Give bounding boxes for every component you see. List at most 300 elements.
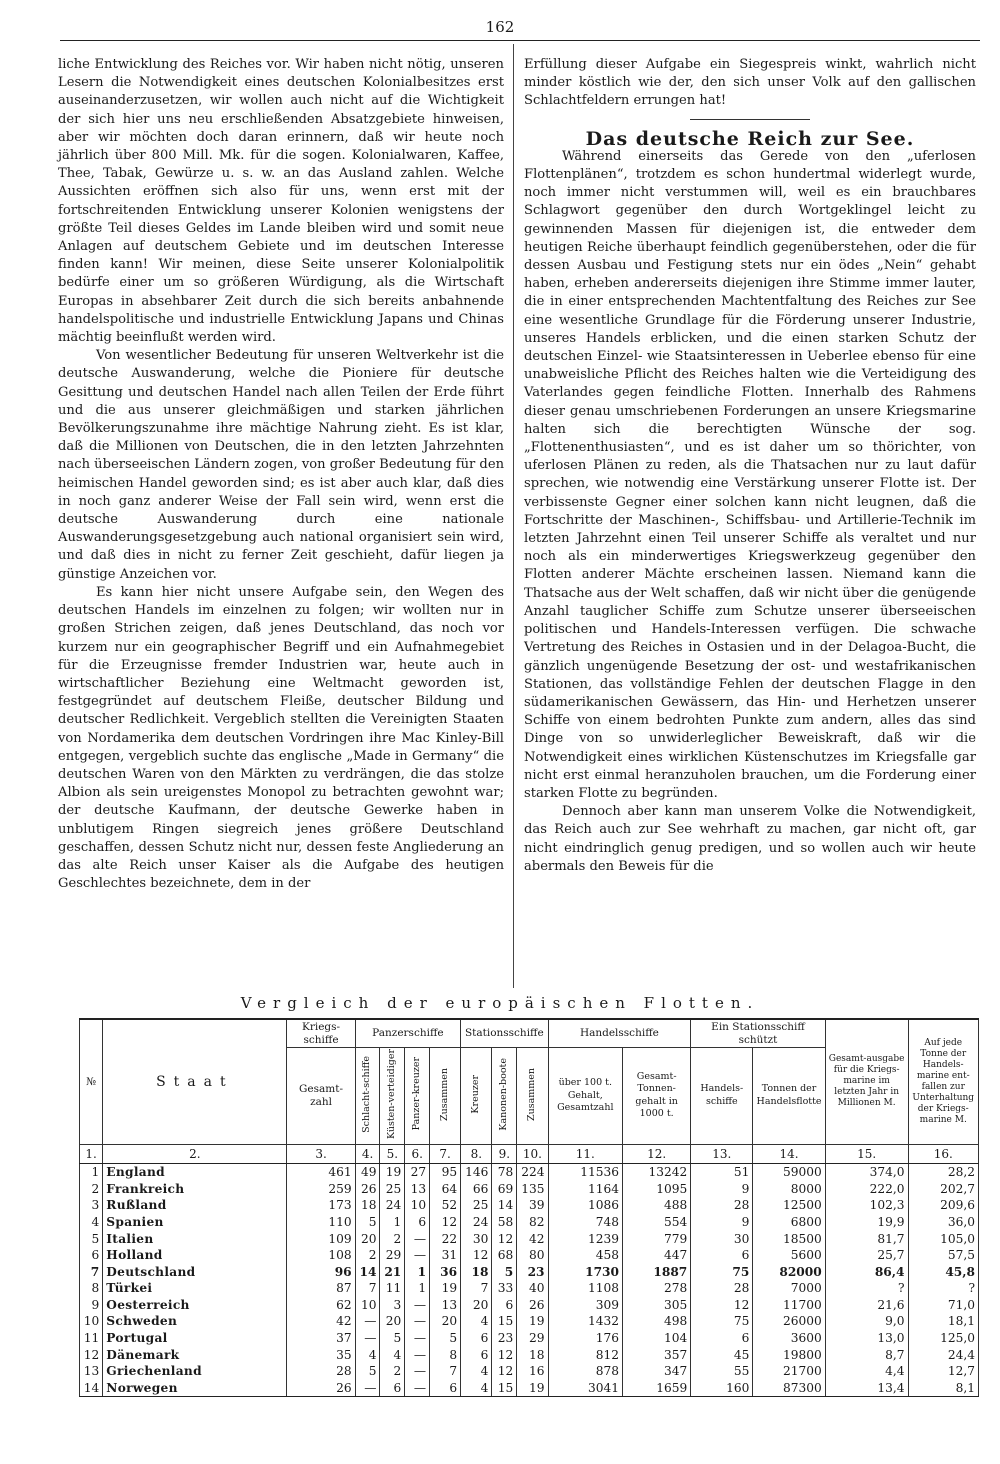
table-cell: ? [825,1280,908,1297]
table-row [80,1181,979,1198]
table-cell: 24,4 [908,1347,979,1364]
table-cell: 1887 [623,1264,691,1281]
page-number: 162 [485,18,515,36]
header-handelsschiffe: Handelsschiffe [548,1019,691,1048]
table-row [80,1231,979,1248]
header-station-zusammen-label: Zusammen [526,1067,538,1121]
column-number: 11. [548,1144,622,1164]
table-cell: 109 [287,1231,355,1248]
table-cell: 8 [430,1347,461,1364]
table-cell: 21,6 [825,1297,908,1314]
table-cell: 75 [691,1264,753,1281]
table-cell: 105,0 [908,1231,979,1248]
table-cell: 6800 [753,1214,825,1231]
table-cell: 37 [287,1330,355,1347]
country-name: Holland [103,1247,287,1264]
table-cell: 6 [405,1214,430,1231]
left-paragraph: liche Entwicklung des Reiches vor. Wir haben nicht nötig, unseren Lesern die Notwendigkeit eines deutschen Kolonialbesitzes erst auseinanderzusetzen, wir wollen auch nicht auf die Wichtigkeit der sich hier uns neu erschließenden Absatzgebiete hinweisen, aber wir möchten doch daran erinnern, daß wir heute noch jährlich über 800 Mill. Mk. für die sogen. Kolonialwaren, Kaffee, Thee, Tabak, Gewürze u. s. w. an das Ausland zahlen. Welche Aussichten eröffnen sich also für uns, wenn erst mit der fortschreitenden Entwicklung unserer Kolonien wenigstens der größte Teil dieses Geldes im Lande bleiben wird und somit neue Anlagen auf deutschem Gebiete und im deutschen Interesse finden kann! Wir meinen, diese Seite unserer Kolonialpolitik bedürfe einer um so größeren Würdigung, als die Wirtschaft Europas in absehbarer Zeit durch die sich bereits anbahnende handelspolitische und industrielle Entwicklung Japans und Chinas mächtig beeinflußt werden wird. [58,57,504,346]
table-cell: 69 [492,1181,517,1198]
table-cell: 9 [691,1181,753,1198]
table-cell: 12 [691,1297,753,1314]
table-cell: 28,2 [908,1164,979,1181]
header-station-zusammen [517,1048,548,1145]
table-cell: 4 [380,1347,405,1364]
table-cell: 2 [355,1247,380,1264]
table-cell: 87 [287,1280,355,1297]
header-auf-jede-tonne: Auf jede Tonne der Handels-marine ent-fallen zur Unterhaltung der Kriegs-marine M. [908,1019,979,1144]
table-cell: 19 [430,1280,461,1297]
column-number: 13. [691,1144,753,1164]
table-cell: 96 [287,1264,355,1281]
fleet-table-body [80,1144,979,1397]
table-cell: 24 [461,1214,492,1231]
column-number: 3. [287,1144,355,1164]
row-number: 6 [80,1247,103,1264]
table-cell: 1 [405,1264,430,1281]
header-rule [60,40,980,41]
table-cell: 25 [461,1197,492,1214]
table-cell: 13,4 [825,1380,908,1397]
table-cell: — [355,1330,380,1347]
column-number: 8. [461,1144,492,1164]
header-schlachtschiffe [355,1048,380,1145]
table-cell: 309 [548,1297,622,1314]
column-divider [513,44,514,988]
table-row [80,1247,979,1264]
table-cell: 3600 [753,1330,825,1347]
column-number: 7. [430,1144,461,1164]
table-cell: 24 [380,1197,405,1214]
table-cell: 4 [461,1363,492,1380]
table-cell: 29 [380,1247,405,1264]
header-staat: Staat [103,1019,287,1144]
table-cell: 19 [517,1313,548,1330]
table-row [80,1363,979,1380]
table-cell: 6 [492,1297,517,1314]
table-cell: 21700 [753,1363,825,1380]
table-cell: 30 [691,1231,753,1248]
country-name: Schweden [103,1313,287,1330]
table-cell: 75 [691,1313,753,1330]
left-paragraph: Von wesentlicher Bedeutung für unseren Weltverkehr ist die deutsche Auswanderung, welche die Pioniere für deutsche Gesittung und deutschen Handel nach allen Teilen der Erde führt und die aus unserer gleichmäßigen und starken jährlichen Bevölkerungszunahme ihre mächtige Nahrung zieht. Es ist klar, daß die Millionen von Deutschen, die in den letzten Jahrzehnten nach überseeischen Ländern zogen, von großer Bedeutung für den heimischen Handel geworden sind; es ist aber auch klar, daß dies in noch ganz anderer Weise der Fall sein wird, wenn erst die deutsche Auswanderung durch eine nationale Auswanderungsgesetzgebung auch national organisiert sein wird, und daß dies in nicht zu ferner Zeit geschieht, dafür liegen ja günstige Anzeichen vor. [58,348,504,582]
table-cell: 458 [548,1247,622,1264]
country-name: Griechenland [103,1363,287,1380]
table-cell: ? [908,1280,979,1297]
table-cell: 40 [517,1280,548,1297]
table-cell: 18 [355,1197,380,1214]
table-cell: 45 [691,1347,753,1364]
fleet-comparison-table [79,1018,979,1397]
table-cell: 26 [355,1181,380,1198]
table-cell: 305 [623,1297,691,1314]
table-cell: 10 [355,1297,380,1314]
table-cell: 11700 [753,1297,825,1314]
country-name: Spanien [103,1214,287,1231]
table-cell: 2 [380,1363,405,1380]
table-cell: 110 [287,1214,355,1231]
country-name: Deutschland [103,1264,287,1281]
table-cell: 20 [430,1313,461,1330]
table-cell: 57,5 [908,1247,979,1264]
table-row [80,1280,979,1297]
row-number: 11 [80,1330,103,1347]
table-cell: 15 [492,1380,517,1397]
country-name: Oesterreich [103,1297,287,1314]
table-cell: 87300 [753,1380,825,1397]
header-gesamtzahl: Gesamt-zahl [287,1048,355,1145]
table-cell: 173 [287,1197,355,1214]
table-cell: — [405,1363,430,1380]
table-cell: 12500 [753,1197,825,1214]
table-cell: 16 [517,1363,548,1380]
table-cell: 78 [492,1164,517,1181]
table-cell: — [405,1347,430,1364]
table-cell: — [405,1380,430,1397]
table-cell: 13 [405,1181,430,1198]
table-cell: 1095 [623,1181,691,1198]
table-cell: 14 [355,1264,380,1281]
header-kuestenverteidiger [380,1048,405,1145]
table-cell: — [405,1313,430,1330]
table-cell: 9 [691,1214,753,1231]
title-rule [690,119,810,120]
table-cell: 224 [517,1164,548,1181]
right-intro-paragraph: Erfüllung dieser Aufgabe ein Siegespreis winkt, wahrlich nicht minder köstlich wie der, den sich unser Volk auf den gallischen Schlachtfeldern errungen hat! [524,57,976,109]
table-cell: 1086 [548,1197,622,1214]
table-cell: 125,0 [908,1330,979,1347]
column-number: 10. [517,1144,548,1164]
table-cell: 23 [517,1264,548,1281]
table-cell: 39 [517,1197,548,1214]
table-cell: 7000 [753,1280,825,1297]
table-cell: 222,0 [825,1181,908,1198]
table-cell: 18 [461,1264,492,1281]
table-cell: 23 [492,1330,517,1347]
row-number: 13 [80,1363,103,1380]
country-name: Rußland [103,1197,287,1214]
country-name: Norwegen [103,1380,287,1397]
table-cell: 25,7 [825,1247,908,1264]
header-tonnen-handelsflotte: Tonnen der Handelsflotte [753,1048,825,1145]
table-cell: 357 [623,1347,691,1364]
table-cell: 7 [355,1280,380,1297]
table-cell: 498 [623,1313,691,1330]
table-cell: 18500 [753,1231,825,1248]
table-cell: 71,0 [908,1297,979,1314]
header-kanonenboote-label: Kanonen-boote [498,1057,510,1131]
table-row [80,1164,979,1181]
country-name: Türkei [103,1280,287,1297]
table-cell: 779 [623,1231,691,1248]
table-cell: 146 [461,1164,492,1181]
article-title: Das deutsche Reich zur See. [585,127,915,150]
column-number: 5. [380,1144,405,1164]
table-cell: 6 [691,1330,753,1347]
header-schlachtschiffe-label: Schlacht-schiffe [361,1055,373,1133]
header-ueber100t: über 100 t. Gehalt, Gesamtzahl [548,1048,622,1145]
row-number: 10 [80,1313,103,1330]
table-cell: 45,8 [908,1264,979,1281]
table-cell: 278 [623,1280,691,1297]
column-number: 1. [80,1144,103,1164]
table-title: Vergleich der europäischen Flotten. [240,994,760,1012]
table-cell: 7 [461,1280,492,1297]
table-cell: 36 [430,1264,461,1281]
table-cell: 20 [380,1313,405,1330]
row-number: 12 [80,1347,103,1364]
table-cell: 12 [492,1231,517,1248]
table-cell: 42 [517,1231,548,1248]
table-row [80,1197,979,1214]
table-cell: 80 [517,1247,548,1264]
table-cell: 68 [492,1247,517,1264]
table-cell: 36,0 [908,1214,979,1231]
table-cell: 5 [492,1264,517,1281]
column-number: 2. [103,1144,287,1164]
table-cell: 62 [287,1297,355,1314]
table-cell: 82000 [753,1264,825,1281]
header-handelsschiffe-sub: Handels-schiffe [691,1048,753,1145]
table-row [80,1313,979,1330]
table-cell: 15 [492,1313,517,1330]
table-cell: 95 [430,1164,461,1181]
table-cell: 554 [623,1214,691,1231]
row-number: 4 [80,1214,103,1231]
table-cell: 4 [461,1380,492,1397]
table-cell: 1432 [548,1313,622,1330]
table-cell: 19 [380,1164,405,1181]
header-kreuzer-label: Kreuzer [470,1074,482,1114]
table-cell: 12 [492,1363,517,1380]
table-cell: 748 [548,1214,622,1231]
header-gesamtausgabe: Gesamt-ausgabe für die Kriegs-marine im letzten Jahr in Millionen M. [825,1019,908,1144]
table-cell: 82 [517,1214,548,1231]
table-cell: 20 [461,1297,492,1314]
table-cell: 42 [287,1313,355,1330]
table-cell: 31 [430,1247,461,1264]
table-cell: 1 [405,1280,430,1297]
table-cell: 1 [380,1214,405,1231]
table-cell: 51 [691,1164,753,1181]
table-cell: — [405,1247,430,1264]
header-panzer-zusammen [430,1048,461,1145]
table-cell: 12,7 [908,1363,979,1380]
table-cell: 33 [492,1280,517,1297]
column-number: 15. [825,1144,908,1164]
column-number: 12. [623,1144,691,1164]
table-cell: 1164 [548,1181,622,1198]
table-cell: 18 [517,1347,548,1364]
table-cell: 812 [548,1347,622,1364]
table-cell: 6 [691,1247,753,1264]
table-cell: 102,3 [825,1197,908,1214]
table-cell: 35 [287,1347,355,1364]
table-cell: 29 [517,1330,548,1347]
table-cell: 13 [430,1297,461,1314]
table-cell: 2 [380,1231,405,1248]
table-cell: 28 [691,1280,753,1297]
row-number: 1 [80,1164,103,1181]
table-cell: 5 [355,1363,380,1380]
column-number: 4. [355,1144,380,1164]
column-number-row [80,1144,979,1164]
table-cell: 26 [517,1297,548,1314]
right-column [524,56,976,876]
table-cell: 4 [461,1313,492,1330]
table-row [80,1214,979,1231]
table-row [80,1264,979,1281]
table-cell: 8,7 [825,1347,908,1364]
header-kanonenboote [492,1048,517,1145]
row-number: 7 [80,1264,103,1281]
table-cell: 12 [492,1347,517,1364]
table-cell: 27 [405,1164,430,1181]
country-name: Dänemark [103,1347,287,1364]
table-cell: 14 [492,1197,517,1214]
header-panzerkreuzer-label: Panzer-kreuzer [410,1057,422,1131]
header-kreuzer [461,1048,492,1145]
table-cell: 104 [623,1330,691,1347]
table-cell: 4 [355,1347,380,1364]
row-number: 5 [80,1231,103,1248]
fleet-table-wrapper [79,1018,979,1397]
table-cell: 108 [287,1247,355,1264]
right-paragraph: Während einerseits das Gerede von den „uferlosen Flottenplänen“, trotzdem es schon hundertmal widerlegt wurde, noch immer nicht verstummen will, weil es ein brauchbares Schlagwort gegenüber den durch Wortgeklingel leicht zu gewinnenden Massen für diejenigen ist, die entweder dem heutigen Reiche überhaupt feindlich gegenüberstehen, oder die für dessen Ausbau und Festigung stets nur ein ödes „Nein“ gehabt haben, erheben andererseits diejenigen ihre Stimme immer lauter, die in einer entsprechenden Machtentfaltung des Reiches zur See eine wesentliche Grundlage für die Förderung unserer Industrie, unseres Handels erblicken, und die einen starken Schutz der deutschen Einzel- wie Staatsinteressen in Ueberlee ebenso für eine unabweisliche Pflicht des Reiches halten wie die Verteidigung des Vaterlandes gegen feindliche Flotten. Innerhalb des Rahmens dieser genau umschriebenen Forderungen an unsere Kriegsmarine halten sich die berechtigten Wünsche der sog. „Flottenenthusiasten“, und es ist daher um so thörichter, von uferlosen Plänen zu reden, als die Thatsachen nur zu laut dafür sprechen, wie notwendig eine Verstärkung unserer Flotte ist. Der verbissenste Gegner einer solchen kann nicht leugnen, daß die Fortschritte der Maschinen-, Schiffsbau- und Artillerie-Technik im letzten Jahrzehnt einen Teil unserer Schiffe als veraltet und nur noch als ein minderwertiges Kriegswerkzeug gegenüber den Flotten anderer Mächte erscheinen lassen. Niemand kann die Thatsache aus der Welt schaffen, daß wir nicht über die genügende Anzahl tauglicher Schiffe zum Schutze unserer überseeischen politischen und Handels-Interessen verfügen. Die schwache Vertretung des Reiches in Ostasien und in der Delagoa-Bucht, die gänzlich ungenügende Besetzung der ost- und westafrikanischen Stationen, das vollständige Fehlen der deutschen Flagge in den südamerikanischen Gewässern, das Hin- und Herhetzen unserer Schiffe von einem bedrohten Punkte zum andern, alles das sind Dinge von so unwiderleglicher Beweiskraft, daß wir die Notwendigkeit eines wirklichen Küstenschutzes im Kriegsfalle gar nicht erst einmal heranzuholen brauchen, um die Forderung einer starken Flotte zu begründen. [524,148,976,801]
table-row [80,1297,979,1314]
table-cell: — [355,1380,380,1397]
table-cell: 28 [691,1197,753,1214]
table-cell: 6 [461,1330,492,1347]
table-cell: 3041 [548,1380,622,1397]
row-number: 2 [80,1181,103,1198]
table-cell: 12 [430,1214,461,1231]
table-cell: 1239 [548,1231,622,1248]
table-row [80,1380,979,1397]
row-number: 14 [80,1380,103,1397]
country-name: Frankreich [103,1181,287,1198]
table-cell: 25 [380,1181,405,1198]
table-cell: 135 [517,1181,548,1198]
column-number: 6. [405,1144,430,1164]
table-cell: 176 [548,1330,622,1347]
header-ein-stationsschiff: Ein Stationsschiff schützt [691,1019,825,1048]
table-cell: 64 [430,1181,461,1198]
header-panzerschiffe: Panzerschiffe [355,1019,460,1048]
table-cell: 5 [380,1330,405,1347]
table-cell: 6 [380,1380,405,1397]
country-name: Portugal [103,1330,287,1347]
table-cell: 374,0 [825,1164,908,1181]
table-cell: 12 [461,1247,492,1264]
table-cell: 8000 [753,1181,825,1198]
row-number: 8 [80,1280,103,1297]
row-number: 9 [80,1297,103,1314]
header-panzer-zusammen-label: Zusammen [438,1067,450,1121]
table-cell: 10 [405,1197,430,1214]
table-cell: 55 [691,1363,753,1380]
header-tonnengehalt: Gesamt-Tonnen-gehalt in 1000 t. [623,1048,691,1145]
table-cell: 19800 [753,1347,825,1364]
table-cell: 878 [548,1363,622,1380]
left-column [58,56,504,893]
table-cell: 5600 [753,1247,825,1264]
table-cell: 7 [430,1363,461,1380]
table-cell: 1659 [623,1380,691,1397]
table-cell: 447 [623,1247,691,1264]
header-panzerkreuzer [405,1048,430,1145]
table-cell: 1730 [548,1264,622,1281]
table-cell: 13242 [623,1164,691,1181]
table-cell: 86,4 [825,1264,908,1281]
column-number: 9. [492,1144,517,1164]
table-cell: 259 [287,1181,355,1198]
table-cell: — [405,1330,430,1347]
column-number: 14. [753,1144,825,1164]
table-cell: 19,9 [825,1214,908,1231]
table-cell: 28 [287,1363,355,1380]
table-cell: 11 [380,1280,405,1297]
table-cell: 11536 [548,1164,622,1181]
right-paragraph: Dennoch aber kann man unserem Volke die Notwendigkeit, das Reich auch zur See wehrhaft zu machen, gar nicht oft, gar nicht eindringlich genug predigen, und so wollen auch wir heute abermals den Beweis für die [524,804,976,874]
table-cell: — [405,1297,430,1314]
table-cell: 58 [492,1214,517,1231]
table-row [80,1330,979,1347]
country-name: Italien [103,1231,287,1248]
table-cell: 8,1 [908,1380,979,1397]
table-cell: 20 [355,1231,380,1248]
table-cell: 4,4 [825,1363,908,1380]
table-cell: 6 [461,1347,492,1364]
table-cell: 461 [287,1164,355,1181]
table-cell: 18,1 [908,1313,979,1330]
country-name: England [103,1164,287,1181]
header-kriegsschiffe: Kriegs-schiffe [287,1019,355,1048]
table-cell: 488 [623,1197,691,1214]
table-cell: 1108 [548,1280,622,1297]
header-kuestenverteidiger-label: Küsten-verteidiger [386,1049,398,1140]
table-cell: 59000 [753,1164,825,1181]
table-cell: — [405,1231,430,1248]
table-cell: — [355,1313,380,1330]
left-paragraph: Es kann hier nicht unsere Aufgabe sein, den Wegen des deutschen Handels im einzelnen zu folgen; wir wollten nur in großen Strichen zeigen, daß jenes Deutschland, das noch vor kurzem nur ein geographischer Begriff und ein Aufnahmegebiet für die Erzeugnisse fremder Industrien war, heute auch in wirtschaftlicher Beziehung eine Weltmacht geworden ist, festgegründet auf deutschem Fleiße, deutscher Bildung und deutscher Redlichkeit. Vergeblich stellten die Vereinigten Staaten von Nordamerika dem deutschen Vordringen ihre Mac Kinley-Bill entgegen, vergeblich suchte das englische „Made in Germany“ die deutschen Waren von den Märkten zu verdrängen, die das stolze Albion als sein ureigenstes Monopol zu betrachten gewohnt war; der deutsche Kaufmann, der deutsche Gewerke haben in unblutigem Ringen siegreich jenes größere Deutschland geschaffen, dessen Schutz nicht nur, dessen feste Angliederung an das alte Reich unser Kaiser als die Aufgabe des heutigen Geschlechtes bezeichnete, dem in der [58,584,504,892]
table-cell: 5 [355,1214,380,1231]
table-cell: 81,7 [825,1231,908,1248]
table-cell: 3 [380,1297,405,1314]
row-number: 3 [80,1197,103,1214]
header-nr: № [80,1019,103,1144]
table-cell: 160 [691,1380,753,1397]
table-cell: 49 [355,1164,380,1181]
header-stationsschiffe: Stationsschiffe [461,1019,548,1048]
table-cell: 21 [380,1264,405,1281]
table-cell: 22 [430,1231,461,1248]
table-cell: 66 [461,1181,492,1198]
table-cell: 26000 [753,1313,825,1330]
table-cell: 5 [430,1330,461,1347]
column-number: 16. [908,1144,979,1164]
table-cell: 52 [430,1197,461,1214]
table-cell: 13,0 [825,1330,908,1347]
table-cell: 9,0 [825,1313,908,1330]
table-row [80,1347,979,1364]
table-cell: 209,6 [908,1197,979,1214]
table-cell: 26 [287,1380,355,1397]
table-cell: 6 [430,1380,461,1397]
table-cell: 19 [517,1380,548,1397]
table-cell: 347 [623,1363,691,1380]
table-cell: 30 [461,1231,492,1248]
table-cell: 202,7 [908,1181,979,1198]
